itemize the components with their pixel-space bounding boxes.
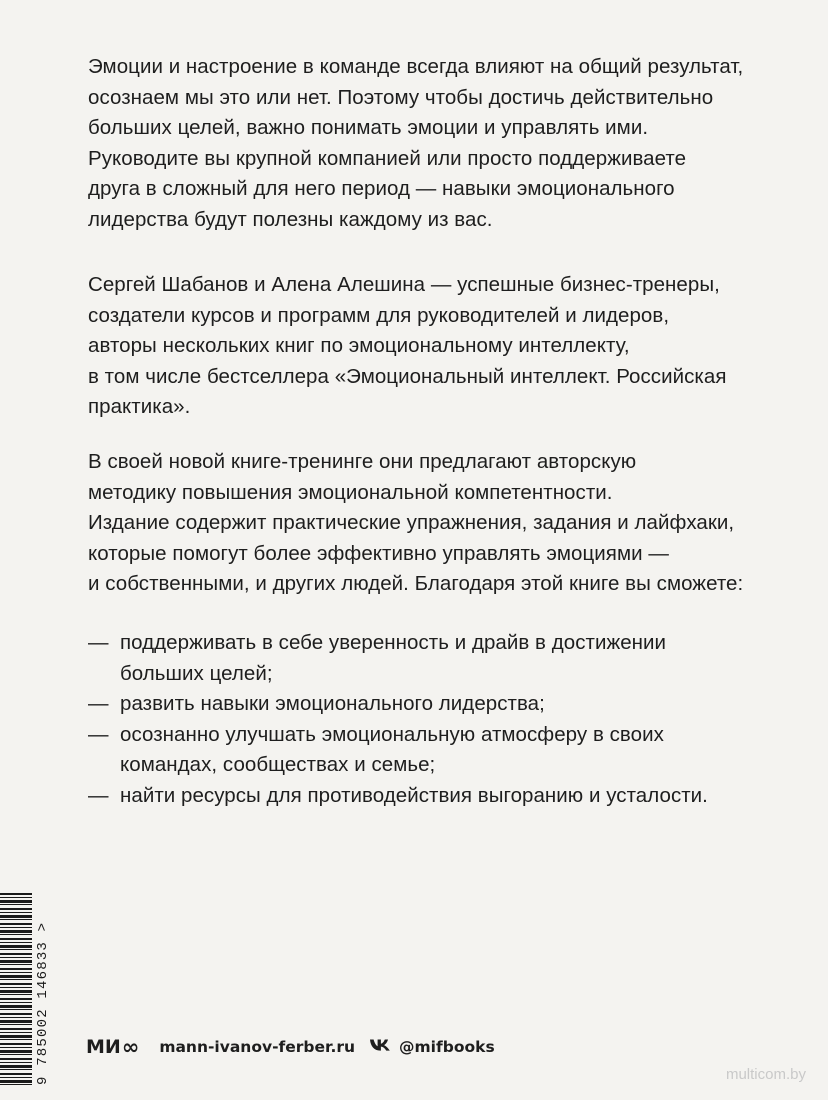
vk-icon[interactable] (369, 1038, 391, 1057)
publisher-logo: МИ (86, 1036, 121, 1058)
social-handle[interactable]: @mifbooks (399, 1038, 495, 1056)
text-line: Сергей Шабанов и Алена Алешина — успешные бизнес-тренеры, (88, 273, 720, 296)
list-item (88, 628, 788, 689)
text-line: друга в сложный для него период — навыки эмоционального (88, 177, 675, 200)
list-item-text: больших целей; (120, 661, 273, 685)
text-line: в том числе бестселлера «Эмоциональный интеллект. Российская (88, 364, 727, 388)
text-line: Издание содержит практические упражнения, задания и лайфхаки, (88, 511, 735, 534)
text-line: Эмоции и настроение в команде всегда влияют на общий результат, (88, 55, 744, 78)
watermark: multicom.by (725, 1066, 806, 1083)
publisher-footer (86, 1034, 495, 1060)
text-line: осознаем мы это или нет. Поэтому чтобы достичь действительно (88, 85, 714, 109)
list-item-text: развить навыки эмоционального лидерства; (120, 692, 545, 715)
dash-marker: — (88, 631, 109, 654)
list-item-text: командах, сообществах и семье; (120, 753, 436, 776)
list-item-text: осознанно улучшать эмоциональную атмосферу в своих (120, 722, 664, 746)
publisher-website[interactable]: mann-ivanov-ferber.ru (159, 1038, 356, 1056)
isbn-digits: 9 785002 146833 > (35, 921, 51, 1085)
list-item (88, 689, 788, 720)
text-line: лидерства будут полезны каждому из вас. (88, 207, 493, 231)
text-line: создатели курсов и программ для руководителей и лидеров, (88, 303, 670, 327)
dash-marker: — (88, 692, 109, 715)
list-item (88, 781, 788, 812)
description-paragraph-3 (88, 447, 788, 600)
text-line: практика». (88, 395, 191, 418)
text-line: В своей новой книге-тренинге они предлагают авторскую (88, 450, 637, 473)
text-line: Руководите вы крупной компанией или просто поддерживаете (88, 146, 687, 170)
benefits-list (88, 628, 788, 811)
list-item (88, 720, 788, 781)
list-item-text: найти ресурсы для противодействия выгоранию и усталости. (120, 783, 708, 807)
list-item-text: поддерживать в себе уверенность и драйв в достижении (120, 631, 667, 654)
dash-marker: — (88, 783, 109, 807)
text-line: и собственными, и других людей. Благодаря этой книге вы сможете: (88, 572, 744, 595)
infinity-logo-icon: ∞ (121, 1035, 140, 1059)
text-line: больших целей, важно понимать эмоции и управлять ими. (88, 116, 649, 139)
text-line: которые помогут более эффективно управлять эмоциями — (88, 541, 669, 565)
dash-marker: — (88, 722, 109, 746)
description-paragraph-2 (88, 270, 788, 423)
description-paragraph-1 (88, 52, 788, 235)
text-line: авторы нескольких книг по эмоциональному интеллекту, (88, 334, 630, 357)
text-line: методику повышения эмоциональной компетентности. (88, 480, 613, 504)
isbn-barcode (0, 893, 32, 1085)
